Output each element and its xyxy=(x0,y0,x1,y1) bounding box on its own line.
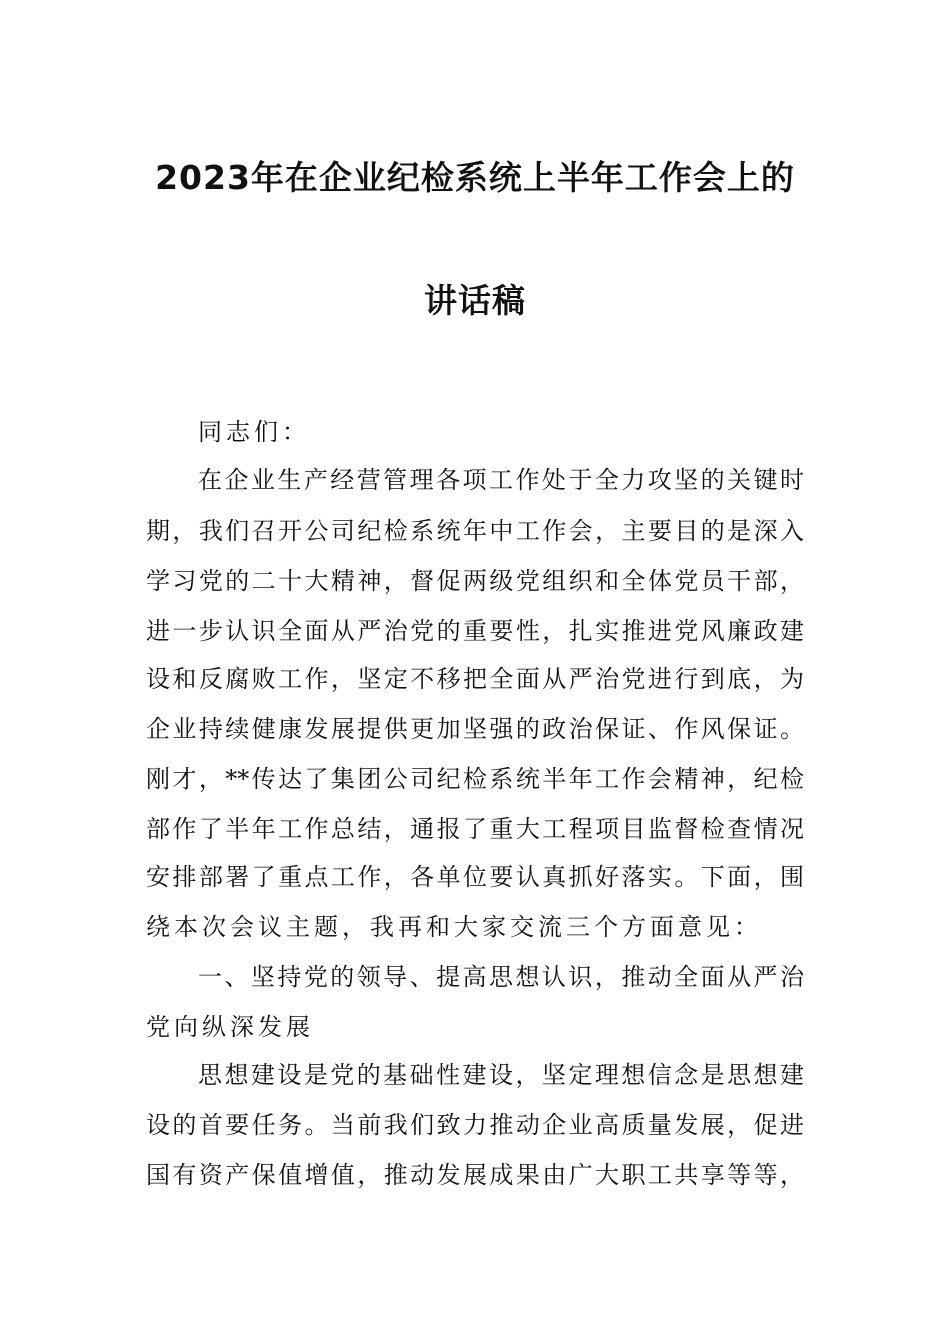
document-title-line-1: 2023年在企业纪检系统上半年工作会上的 xyxy=(155,158,795,197)
section-heading-line: 党向纵深发展 xyxy=(146,1013,314,1041)
paragraph-line: 思想建设是党的基础性建设，坚定理想信念是思想建 xyxy=(198,1061,804,1089)
paragraph-line: 学习党的二十大精神，督促两级党组织和全体党员干部， xyxy=(146,567,804,595)
salutation: 同志们： xyxy=(198,418,310,446)
paragraph-line: 企业持续健康发展提供更加坚强的政治保证、作风保证。 xyxy=(146,715,804,743)
paragraph-line: 期，我们召开公司纪检系统年中工作会，主要目的是深入 xyxy=(146,517,804,545)
document-title-line-2: 讲话稿 xyxy=(424,281,526,320)
paragraph-line: 设的首要任务。当前我们致力推动企业高质量发展，促进 xyxy=(146,1111,804,1139)
paragraph-line: 绕本次会议主题，我再和大家交流三个方面意见： xyxy=(146,913,762,941)
section-heading-line: 一、坚持党的领导、提高思想认识，推动全面从严治 xyxy=(198,963,804,991)
paragraph-line: 设和反腐败工作，坚定不移把全面从严治党进行到底，为 xyxy=(146,665,804,693)
paragraph-line: 国有资产保值增值，推动发展成果由广大职工共享等等， xyxy=(146,1161,804,1189)
paragraph-line: 刚才，**传达了集团公司纪检系统半年工作会精神，纪检 xyxy=(146,765,804,793)
paragraph-line: 安排部署了重点工作，各单位要认真抓好落实。下面，围 xyxy=(146,863,804,891)
paragraph-line: 进一步认识全面从严治党的重要性，扎实推进党风廉政建 xyxy=(146,617,804,645)
paragraph-line: 部作了半年工作总结，通报了重大工程项目监督检查情况 xyxy=(146,815,804,843)
paragraph-line: 在企业生产经营管理各项工作处于全力攻坚的关键时 xyxy=(198,466,804,494)
